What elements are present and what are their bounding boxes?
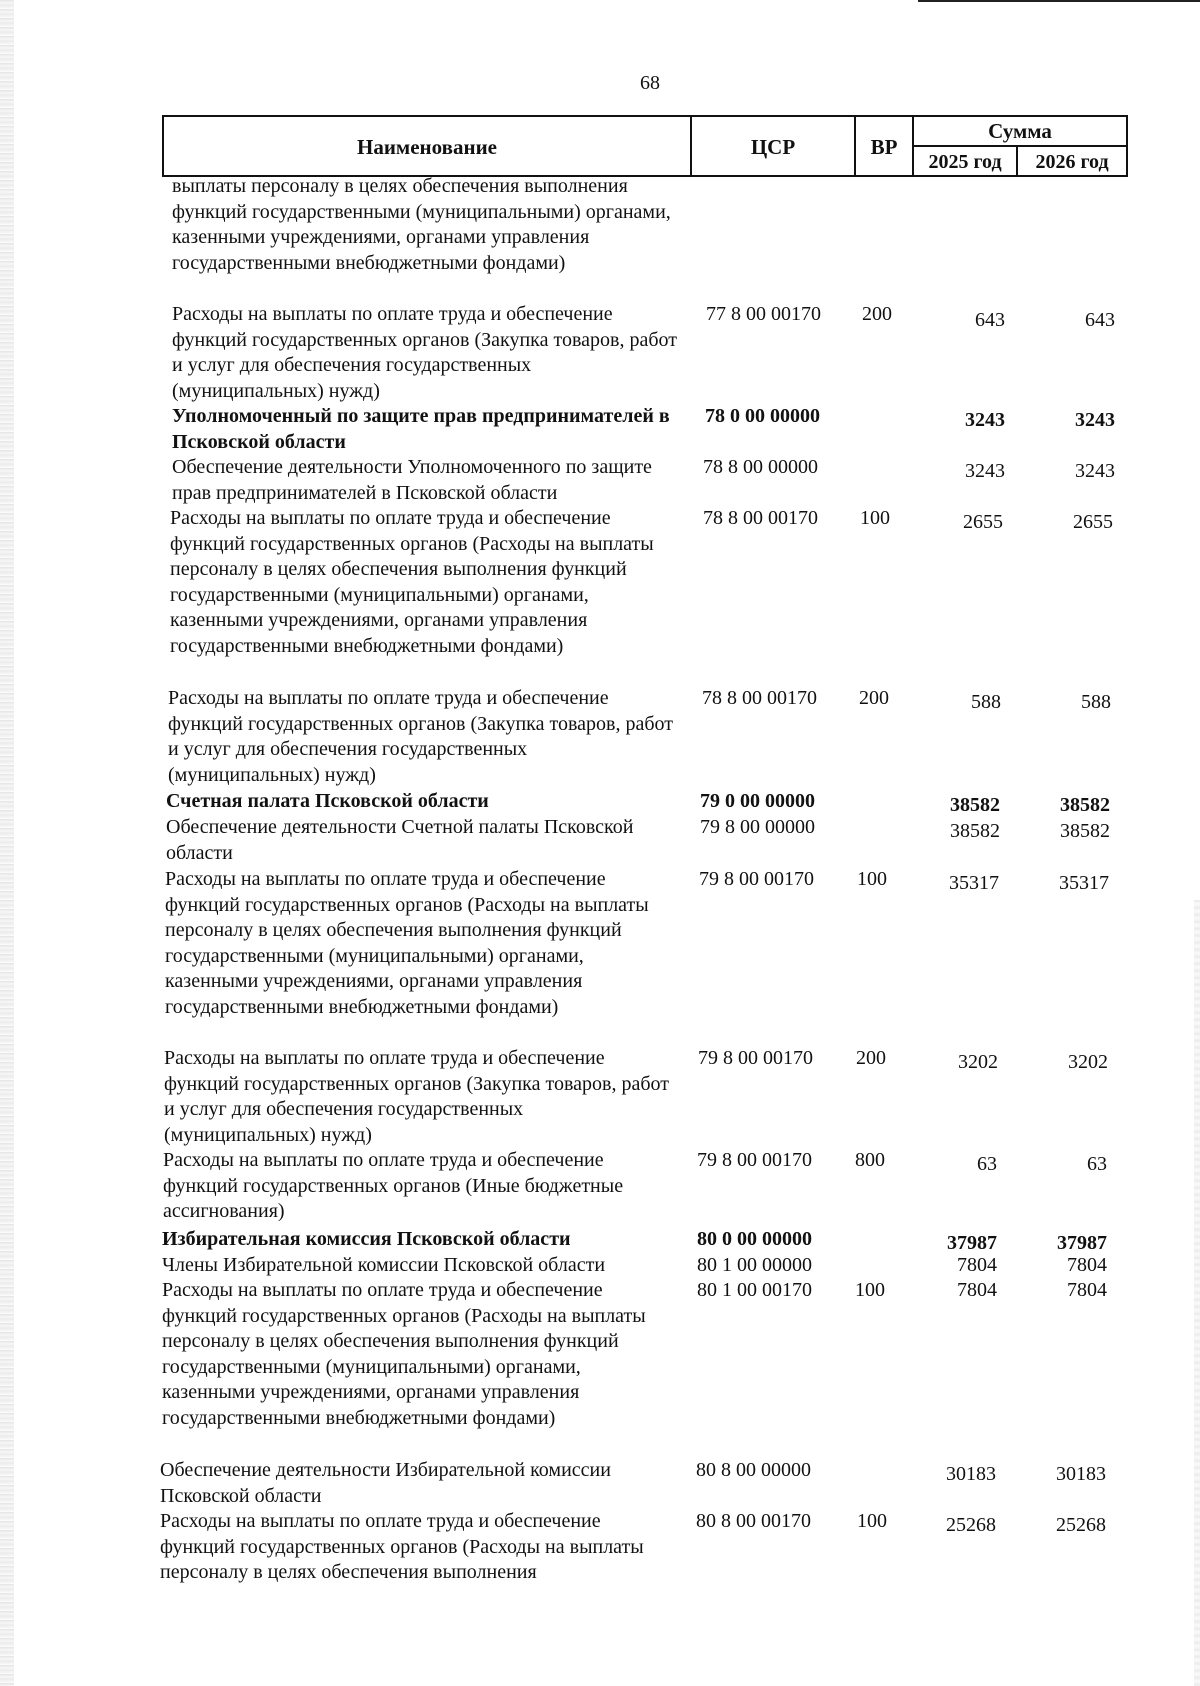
row-sum-2026: 35317 [1059, 872, 1109, 894]
row-csr: 79 8 00 00170 [699, 868, 814, 890]
row-sum-2026: 38582 [1060, 820, 1110, 842]
row-csr: 78 0 00 00000 [705, 405, 820, 427]
row-sum-2025: 63 [977, 1153, 997, 1175]
header-sum: Сумма [988, 118, 1052, 143]
row-sum-2025: 25268 [946, 1514, 996, 1536]
row-name: Обеспечение деятельности Счетной палаты Псковской области [166, 816, 634, 864]
row-sum-2025: 643 [975, 309, 1005, 331]
header-year-2026: 2026 год [1035, 150, 1109, 173]
row-name: Уполномоченный по защите прав предпринимателей в Псковской области [172, 405, 670, 453]
row-name: Расходы на выплаты по оплате труда и обеспечение функций государственных органов (Расходы на выплаты персоналу в целях обеспечения выполнения [160, 1510, 644, 1583]
row-sum-2026: 7804 [1067, 1279, 1107, 1301]
row-sum-2026: 38582 [1060, 794, 1110, 816]
row-sum-2025: 3202 [958, 1051, 998, 1073]
header-vr: ВР [870, 134, 898, 159]
row-sum-2026: 7804 [1067, 1254, 1107, 1276]
row-csr: 80 1 00 00170 [697, 1279, 812, 1301]
top-rule [918, 0, 1200, 2]
row-csr: 79 8 00 00000 [700, 816, 815, 838]
row-name: Расходы на выплаты по оплате труда и обеспечение функций государственных органов (Закупка товаров, работ и услуг для обеспечения государственных (муниципальных) нужд) [168, 687, 673, 786]
row-csr: 78 8 00 00000 [703, 456, 818, 478]
row-csr: 79 8 00 00170 [698, 1047, 813, 1069]
row-sum-2026: 588 [1081, 691, 1111, 713]
row-sum-2025: 38582 [950, 820, 1000, 842]
row-sum-2026: 37987 [1057, 1232, 1107, 1254]
row-csr: 80 8 00 00000 [696, 1459, 811, 1481]
row-sum-2025: 2655 [963, 511, 1003, 533]
header-csr: ЦСР [750, 134, 796, 159]
row-sum-2026: 3243 [1075, 409, 1115, 431]
row-vr: 100 [857, 1510, 887, 1532]
row-name: Расходы на выплаты по оплате труда и обеспечение функций государственных органов (Расходы на выплаты персоналу в целях обеспечения выполнения функций государственными (муниципальными) органами, казенными учреждениями, органами управления государственными внебюджетными фондами) [165, 868, 649, 1018]
table-header [162, 115, 1128, 177]
row-name: Обеспечение деятельности Избирательной комиссии Псковской области [160, 1459, 611, 1507]
row-sum-2025: 38582 [950, 794, 1000, 816]
row-csr: 78 8 00 00170 [702, 687, 817, 709]
row-vr: 800 [855, 1149, 885, 1171]
row-csr: 80 0 00 00000 [697, 1228, 812, 1250]
row-vr: 200 [856, 1047, 886, 1069]
row-sum-2026: 63 [1087, 1153, 1107, 1175]
row-sum-2026: 30183 [1056, 1463, 1106, 1485]
row-vr: 200 [859, 687, 889, 709]
row-sum-2025: 7804 [957, 1254, 997, 1276]
row-name: Расходы на выплаты по оплате труда и обеспечение функций государственных органов (Иные бюджетные ассигнования) [163, 1149, 624, 1222]
row-name: Расходы на выплаты по оплате труда и обеспечение функций государственных органов (Закупка товаров, работ и услуг для обеспечения государственных (муниципальных) нужд) [164, 1047, 669, 1146]
row-csr: 79 0 00 00000 [700, 790, 815, 812]
row-sum-2026: 2655 [1073, 511, 1113, 533]
row-sum-2025: 3243 [965, 409, 1005, 431]
row-sum-2025: 7804 [957, 1279, 997, 1301]
row-name: Счетная палата Псковской области [166, 790, 489, 812]
row-name: Члены Избирательной комиссии Псковской области [162, 1254, 606, 1276]
row-sum-2025: 30183 [946, 1463, 996, 1485]
header-name: Наименование [357, 134, 497, 159]
row-vr: 100 [860, 507, 890, 529]
row-csr: 80 8 00 00170 [696, 1510, 811, 1532]
row-csr: 78 8 00 00170 [703, 507, 818, 529]
row-vr: 100 [855, 1279, 885, 1301]
row-csr: 77 8 00 00170 [706, 303, 821, 325]
row-sum-2026: 3202 [1068, 1051, 1108, 1073]
row-name: Обеспечение деятельности Уполномоченного по защите прав предпринимателей в Псковской области [172, 456, 652, 504]
row-sum-2025: 35317 [949, 872, 999, 894]
row-sum-2025: 3243 [965, 460, 1005, 482]
row-vr: 100 [857, 868, 887, 890]
row-name: выплаты персоналу в целях обеспечения выполнения функций государственными (муниципальными) органами, казенными учреждениями, органами управления государственными внебюджетными фондами) [172, 175, 671, 274]
row-name: Расходы на выплаты по оплате труда и обеспечение функций государственных органов (Расходы на выплаты персоналу в целях обеспечения выполнения функций государственными (муниципальными) органами, казенными учреждениями, органами управления государственными внебюджетными фондами) [162, 1279, 646, 1429]
page-number: 68 [640, 72, 660, 94]
row-csr: 80 1 00 00000 [697, 1254, 812, 1276]
row-name: Расходы на выплаты по оплате труда и обеспечение функций государственных органов (Закупка товаров, работ и услуг для обеспечения государственных (муниципальных) нужд) [172, 303, 677, 402]
row-csr: 79 8 00 00170 [697, 1149, 812, 1171]
row-sum-2025: 37987 [947, 1232, 997, 1254]
row-name: Расходы на выплаты по оплате труда и обеспечение функций государственных органов (Расходы на выплаты персоналу в целях обеспечения выполнения функций государственными (муниципальными) органами, казенными учреждениями, органами управления государственными внебюджетными фондами) [170, 507, 654, 657]
scan-edge-right [1194, 900, 1200, 1686]
row-vr: 200 [862, 303, 892, 325]
row-sum-2025: 588 [971, 691, 1001, 713]
row-name: Избирательная комиссия Псковской области [162, 1228, 571, 1250]
header-year-2025: 2025 год [928, 150, 1002, 173]
row-sum-2026: 25268 [1056, 1514, 1106, 1536]
scan-edge-left [0, 0, 14, 1686]
row-sum-2026: 643 [1085, 309, 1115, 331]
row-sum-2026: 3243 [1075, 460, 1115, 482]
